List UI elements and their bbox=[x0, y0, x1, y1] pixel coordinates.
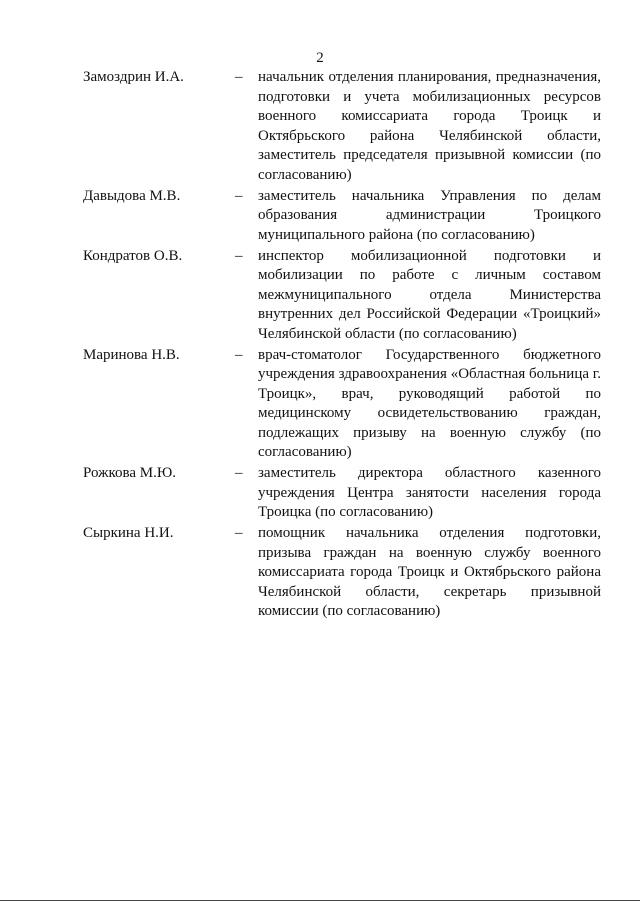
member-entry bbox=[83, 464, 603, 523]
dash-separator: – bbox=[235, 525, 243, 541]
member-role: помощник начальника отделения подготовки, призыва граждан на военную службу военного комиссариата города Троицк и Октябрьского района Челябинской области, секретарь призывной комиссии (по согласованию) bbox=[258, 525, 601, 619]
member-name: Рожкова М.Ю. bbox=[83, 465, 177, 481]
dash-separator: – bbox=[235, 346, 243, 363]
commission-members-list bbox=[83, 68, 603, 622]
member-role: заместитель директора областного казенного учреждения Центра занятости населения города Троицка (по согласованию) bbox=[258, 465, 601, 520]
dash-separator: – bbox=[235, 247, 243, 264]
member-entry bbox=[83, 187, 603, 246]
member-entry bbox=[83, 346, 603, 463]
member-role: инспектор мобилизационной подготовки и мобилизации по работе с личным составом межмуниципального отдела Министерства внутренних дел Российской Федерации «Троицкий» Челябинской области (по согласованию) bbox=[258, 247, 601, 342]
member-role: врач-стоматолог Государственного бюджетного учреждения здравоохранения «Областная больница г. Троицк», врач, руководящий работой по медицинскому освидетельствованию граждан, подлежащих призыву на военную службу (по согласованию) bbox=[258, 346, 601, 460]
member-name: Сыркина Н.И. bbox=[83, 525, 174, 541]
member-entry bbox=[83, 524, 603, 622]
member-entry bbox=[83, 247, 603, 345]
member-name: Давыдова М.В. bbox=[83, 187, 181, 204]
member-role: начальник отделения планирования, предназначения, подготовки и учета мобилизационных ресурсов военного комиссариата города Троицк и Октябрьского района Челябинской области, заместитель председателя призывной комиссии (по согласованию) bbox=[258, 69, 601, 183]
page-number: 2 bbox=[316, 50, 324, 66]
dash-separator: – bbox=[235, 69, 243, 85]
scan-edge-line bbox=[0, 900, 640, 901]
dash-separator: – bbox=[235, 187, 243, 204]
member-name: Замоздрин И.А. bbox=[83, 69, 184, 85]
member-entry bbox=[83, 68, 603, 185]
dash-separator: – bbox=[235, 465, 243, 481]
member-name: Маринова Н.В. bbox=[83, 346, 180, 363]
member-role: заместитель начальника Управления по делам образования администрации Троицкого муниципального района (по согласованию) bbox=[258, 187, 601, 243]
member-name: Кондратов О.В. bbox=[83, 247, 183, 264]
